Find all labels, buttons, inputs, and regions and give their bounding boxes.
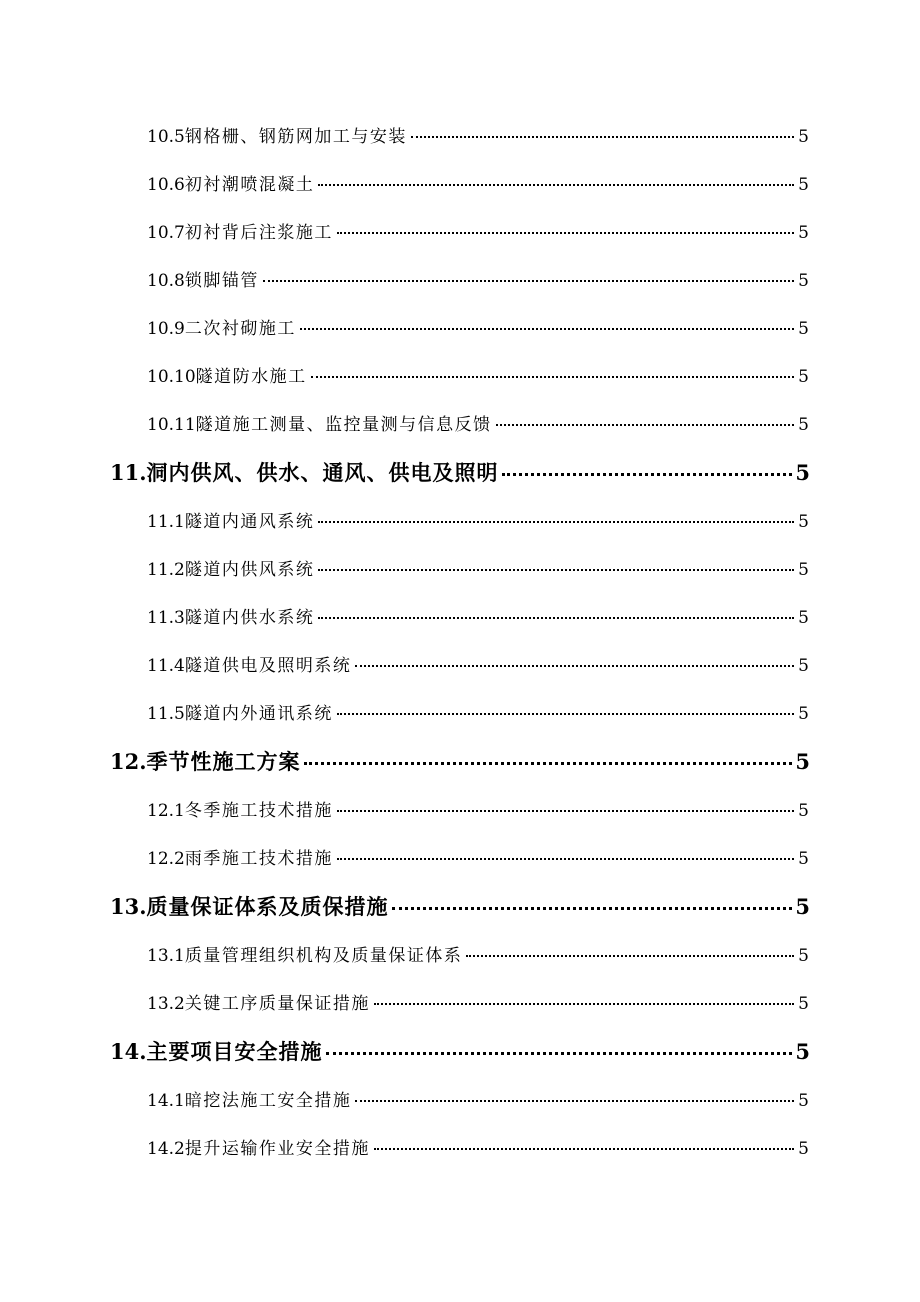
toc-entry-12-1[interactable] (147, 796, 809, 821)
toc-entry-13-1[interactable] (147, 941, 809, 966)
toc-entry-10-6[interactable] (147, 170, 809, 195)
toc-entry-page: 5 (798, 849, 809, 869)
toc-dot-leader (337, 232, 794, 234)
toc-entry-page: 5 (798, 608, 809, 628)
toc-entry-title: 二次衬砌施工 (184, 319, 296, 339)
toc-dot-leader (263, 280, 794, 282)
toc-entry-title: 雨季施工技术措施 (184, 849, 333, 869)
toc-heading-page: 5 (795, 894, 810, 919)
toc-dot-leader (411, 136, 794, 138)
toc-entry-page: 5 (798, 175, 809, 195)
toc-dot-leader (311, 376, 795, 378)
toc-dot-leader (326, 1052, 793, 1055)
toc-entry-page: 5 (798, 560, 809, 580)
toc-entry-page: 5 (798, 994, 809, 1014)
toc-heading-11[interactable] (110, 457, 810, 487)
toc-entry-title: 隧道供电及照明系统 (184, 656, 352, 676)
toc-dot-leader (337, 858, 794, 860)
toc-entry-10-11[interactable] (147, 410, 809, 435)
toc-heading-number: 13. (110, 894, 147, 919)
toc-heading-12[interactable] (110, 746, 810, 776)
toc-entry-number: 12.2 (147, 849, 185, 869)
toc-heading-number: 12. (110, 749, 147, 774)
toc-entry-title: 隧道内供风系统 (184, 560, 315, 580)
toc-dot-leader (355, 665, 794, 667)
toc-entry-number: 10.6 (147, 175, 185, 195)
toc-entry-12-2[interactable] (147, 844, 809, 869)
toc-entry-number: 11.5 (147, 704, 185, 724)
toc-dot-leader (318, 521, 794, 523)
toc-entry-page: 5 (798, 223, 809, 243)
toc-entry-10-9[interactable] (147, 314, 809, 339)
toc-entry-number: 11.3 (147, 608, 185, 628)
toc-entry-number: 12.1 (147, 801, 185, 821)
toc-dot-leader (300, 328, 794, 330)
toc-entry-page: 5 (798, 1091, 809, 1111)
toc-entry-10-5[interactable] (147, 122, 809, 147)
toc-entry-page: 5 (798, 127, 809, 147)
toc-dot-leader (318, 184, 794, 186)
toc-entry-title: 钢格栅、钢筋网加工与安装 (184, 127, 407, 147)
toc-entry-10-10[interactable] (147, 362, 809, 387)
toc-heading-number: 14. (110, 1039, 147, 1064)
toc-entry-page: 5 (798, 271, 809, 291)
toc-entry-title: 隧道施工测量、监控量测与信息反馈 (195, 415, 492, 435)
toc-heading-number: 11. (110, 460, 147, 485)
toc-entry-number: 10.9 (147, 319, 185, 339)
toc-dot-leader (374, 1003, 794, 1005)
toc-entry-11-1[interactable] (147, 507, 809, 532)
toc-dot-leader (466, 955, 794, 957)
toc-entry-10-7[interactable] (147, 218, 809, 243)
toc-entry-title: 初衬潮喷混凝土 (184, 175, 315, 195)
toc-entry-number: 10.7 (147, 223, 185, 243)
toc-entry-11-3[interactable] (147, 603, 809, 628)
toc-dot-leader (337, 713, 794, 715)
toc-entry-11-2[interactable] (147, 555, 809, 580)
toc-entry-11-4[interactable] (147, 651, 809, 676)
toc-heading-title: 季节性施工方案 (146, 749, 301, 774)
toc-entry-number: 10.10 (147, 367, 196, 387)
toc-entry-title: 初衬背后注浆施工 (184, 223, 333, 243)
toc-entry-page: 5 (798, 704, 809, 724)
toc-dot-leader (355, 1100, 794, 1102)
toc-heading-title: 洞内供风、供水、通风、供电及照明 (146, 460, 499, 485)
toc-entry-title: 冬季施工技术措施 (184, 801, 333, 821)
toc-dot-leader (304, 762, 793, 765)
toc-entry-title: 隧道防水施工 (195, 367, 307, 387)
toc-dot-leader (337, 810, 794, 812)
toc-dot-leader (318, 617, 794, 619)
toc-entry-13-2[interactable] (147, 989, 809, 1014)
toc-entry-page: 5 (798, 946, 809, 966)
toc-entry-page: 5 (798, 367, 809, 387)
toc-heading-page: 5 (795, 749, 810, 774)
toc-heading-page: 5 (795, 1039, 810, 1064)
toc-entry-number: 11.2 (147, 560, 185, 580)
toc-entry-number: 14.2 (147, 1139, 185, 1159)
toc-entry-number: 13.2 (147, 994, 185, 1014)
toc-heading-14[interactable] (110, 1036, 810, 1066)
toc-entry-number: 14.1 (147, 1091, 185, 1111)
toc-entry-page: 5 (798, 1139, 809, 1159)
toc-entry-number: 13.1 (147, 946, 185, 966)
toc-entry-title: 锁脚锚管 (184, 271, 259, 291)
toc-entry-14-1[interactable] (147, 1086, 809, 1111)
toc-entry-title: 隧道内通风系统 (184, 512, 315, 532)
toc-heading-13[interactable] (110, 891, 810, 921)
toc-entry-number: 10.11 (147, 415, 196, 435)
toc-entry-page: 5 (798, 801, 809, 821)
toc-heading-title: 质量保证体系及质保措施 (146, 894, 389, 919)
toc-entry-title: 暗挖法施工安全措施 (184, 1091, 352, 1111)
toc-entry-11-5[interactable] (147, 699, 809, 724)
toc-entry-page: 5 (798, 512, 809, 532)
toc-entry-page: 5 (798, 319, 809, 339)
toc-dot-leader (392, 907, 793, 910)
toc-entry-number: 10.8 (147, 271, 185, 291)
toc-dot-leader (502, 473, 793, 476)
toc-entry-page: 5 (798, 656, 809, 676)
toc-entry-10-8[interactable] (147, 266, 809, 291)
toc-dot-leader (374, 1148, 794, 1150)
toc-heading-title: 主要项目安全措施 (146, 1039, 323, 1064)
toc-entry-title: 质量管理组织机构及质量保证体系 (184, 946, 463, 966)
toc-entry-number: 10.5 (147, 127, 185, 147)
toc-entry-title: 提升运输作业安全措施 (184, 1139, 370, 1159)
toc-entry-number: 11.4 (147, 656, 185, 676)
toc-entry-title: 隧道内供水系统 (184, 608, 315, 628)
toc-heading-page: 5 (795, 460, 810, 485)
toc-entry-page: 5 (798, 415, 809, 435)
toc-dot-leader (318, 569, 794, 571)
toc-dot-leader (496, 424, 795, 426)
toc-entry-title: 关键工序质量保证措施 (184, 994, 370, 1014)
toc-entry-14-2[interactable] (147, 1134, 809, 1159)
toc-entry-title: 隧道内外通讯系统 (184, 704, 333, 724)
toc-entry-number: 11.1 (147, 512, 185, 532)
